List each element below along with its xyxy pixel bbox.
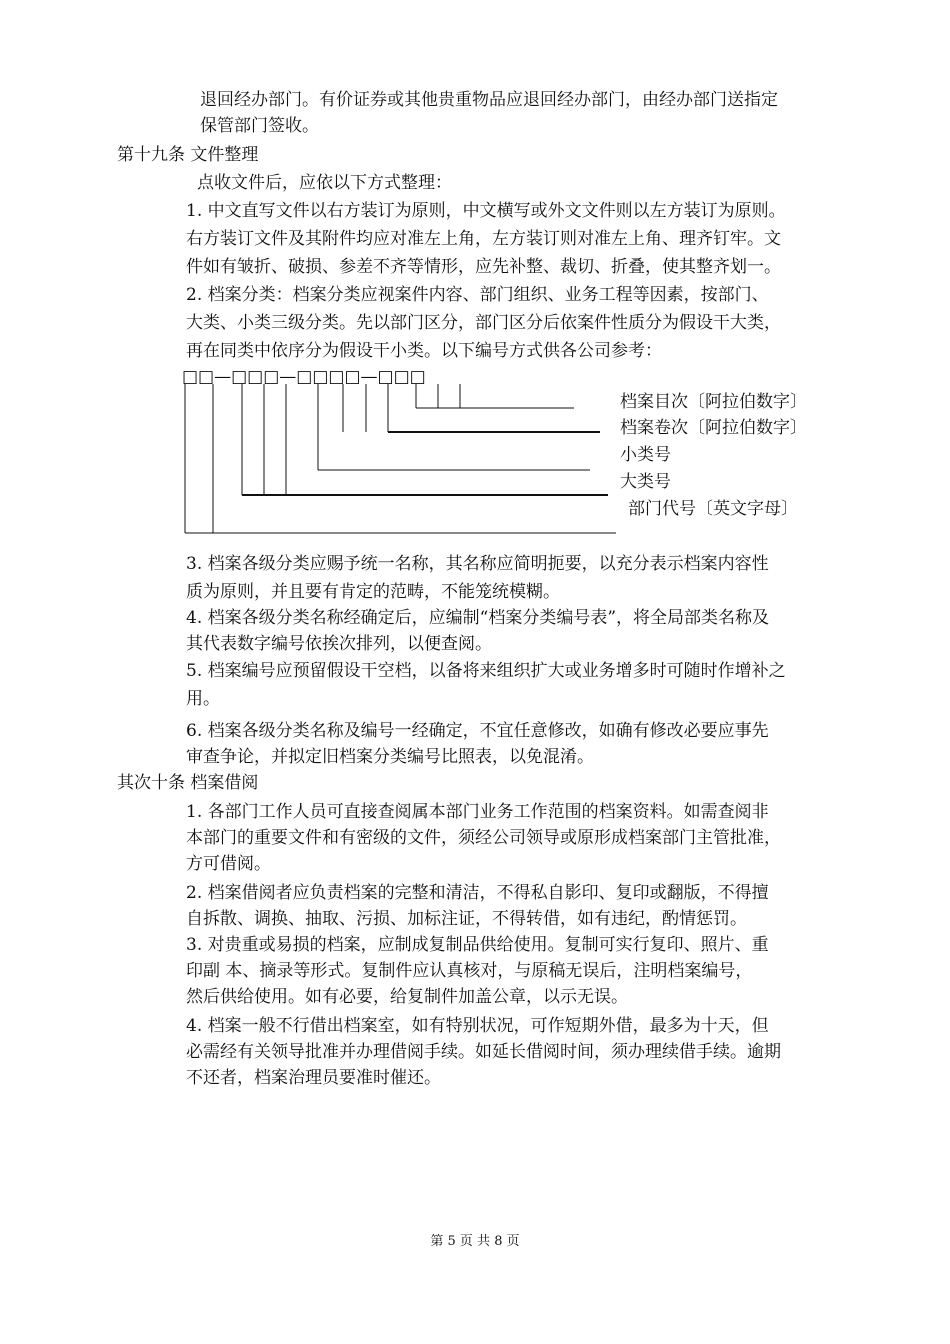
section-heading: 第十九条 文件整理 — [117, 145, 259, 165]
list-item: 3. 档案各级分类应赐予统一名称，其名称应简明扼要，以充分表示档案内容性 — [186, 554, 769, 574]
text-line: 必需经有关领导批准并办理借阅手续。如延长借阅时间，须办理续借手续。逾期 — [186, 1042, 781, 1062]
footer-suffix: 页 — [506, 1234, 520, 1249]
numbering-diagram — [0, 0, 950, 560]
label-volume-order: 档案卷次〔阿拉伯数字〕 — [620, 418, 807, 438]
label-subclass: 小类号 — [620, 445, 671, 465]
text-line: 然后供给使用。如有必要，给复制件加盖公章，以示无误。 — [186, 987, 628, 1007]
text-line: 退回经办部门。有价证券或其他贵重物品应退回经办部门，由经办部门送指定 — [200, 90, 778, 110]
page-footer — [0, 1233, 950, 1251]
text-line: 不还者，档案治理员要准时催还。 — [186, 1068, 441, 1088]
code-pattern: □□—□□□—□□□□—□□□ — [182, 367, 426, 387]
label-dept-code: 部门代号〔英文字母〕 — [628, 499, 798, 519]
footer-page-number: 5 — [447, 1234, 456, 1249]
text-line: 件如有皱折、破损、参差不齐等情形，应先补整、裁切、折叠，使其整齐划一。 — [186, 257, 781, 277]
list-item: 6. 档案各级分类名称及编号一经确定，不宜任意修改，如确有修改必要应事先 — [186, 721, 769, 741]
text-line: 印副 本、摘录等形式。复制件应认真核对，与原稿无误后，注明档案编号， — [186, 961, 753, 981]
footer-prefix: 第 — [430, 1234, 444, 1249]
text-line: 保管部门签收。 — [200, 116, 319, 136]
text-line: 右方装订文件及其附件均应对准左上角，左方装订则对准左上角、理齐钉牢。文 — [186, 229, 781, 249]
footer-middle: 页 共 — [459, 1234, 491, 1249]
list-item: 3. 对贵重或易损的档案，应制成复制品供给使用。复制可实行复印、照片、重 — [186, 935, 769, 955]
label-file-order: 档案目次〔阿拉伯数字〕 — [620, 392, 807, 412]
list-item: 4. 档案一般不行借出档案室，如有特别状况，可作短期外借，最多为十天，但 — [186, 1016, 769, 1036]
text-line: 质为原则，并且要有肯定的范畴，不能笼统模糊。 — [186, 582, 560, 602]
label-major-class: 大类号 — [620, 472, 671, 492]
diagram-lines — [185, 384, 616, 533]
text-line: 审查争论，并拟定旧档案分类编号比照表，以免混淆。 — [186, 747, 594, 767]
text-line: 大类、小类三级分类。先以部门区分，部门区分后依案件性质分为假设干大类， — [186, 313, 781, 333]
text-line: 其代表数字编号依挨次排列，以便查阅。 — [186, 634, 492, 654]
list-item: 2. 档案借阅者应负责档案的完整和清洁，不得私自影印、复印或翻版，不得擅 — [186, 883, 769, 903]
text-line: 方可借阅。 — [186, 854, 271, 874]
footer-total-pages: 8 — [494, 1234, 503, 1249]
list-item: 5. 档案编号应预留假设干空档，以备将来组织扩大或业务增多时可随时作增补之 — [186, 661, 786, 681]
text-line: 点收文件后，应依以下方式整理： — [197, 173, 452, 193]
text-line: 再在同类中依序分为假设干小类。以下编号方式供各公司参考： — [186, 341, 662, 361]
text-line: 用。 — [186, 689, 220, 709]
list-item: 1. 中文直写文件以右方装订为原则，中文横写或外文文件则以左方装订为原则。 — [186, 201, 786, 221]
list-item: 2. 档案分类：档案分类应视案件内容、部门组织、业务工程等因素，按部门、 — [186, 285, 769, 305]
text-line: 自拆散、调换、抽取、污损、加标注证，不得转借，如有违纪，酌情惩罚。 — [186, 909, 747, 929]
list-item: 1. 各部门工作人员可直接查阅属本部门业务工作范围的档案资料。如需查阅非 — [186, 802, 769, 822]
section-heading: 其次十条 档案借阅 — [117, 773, 259, 793]
list-item: 4. 档案各级分类名称经确定后，应编制“档案分类编号表”，将全局部类名称及 — [186, 608, 770, 628]
text-line: 本部门的重要文件和有密级的文件，须经公司领导或原形成档案部门主管批准， — [186, 828, 781, 848]
